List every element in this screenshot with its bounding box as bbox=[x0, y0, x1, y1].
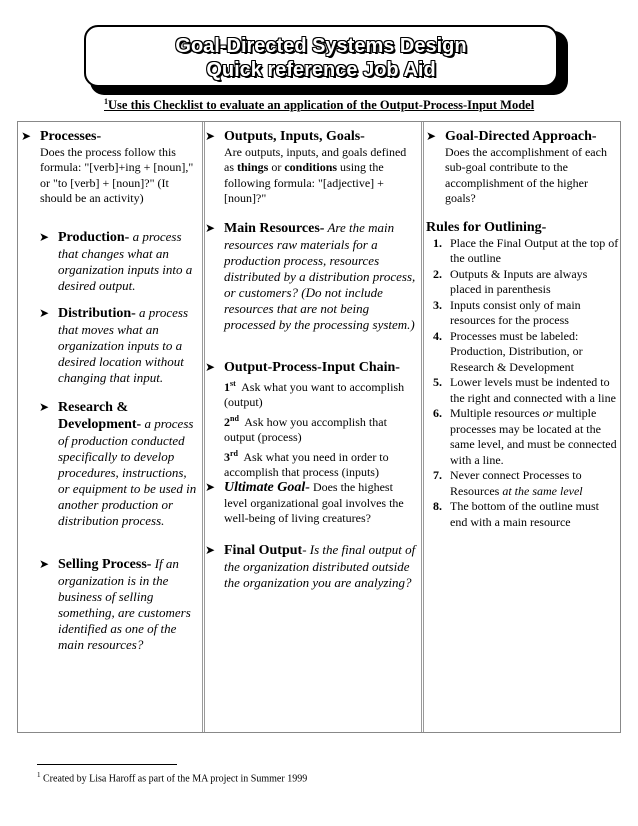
resources-heading: Main Resources- bbox=[224, 221, 325, 236]
approach-heading: Goal-Directed Approach- bbox=[445, 129, 597, 144]
title-line2: Quick reference Job Aid bbox=[206, 59, 436, 81]
outputs-heading: Outputs, Inputs, Goals- bbox=[224, 129, 365, 144]
column-processes bbox=[18, 122, 205, 732]
rules-heading: Rules for Outlining- bbox=[426, 220, 547, 235]
resources-block bbox=[205, 220, 416, 333]
rule-text: Outputs & Inputs are always placed in parenthesis bbox=[450, 266, 588, 296]
production-heading: Production- bbox=[58, 230, 130, 245]
chain-block bbox=[205, 360, 416, 481]
outputs-conditions: conditions bbox=[284, 160, 338, 174]
distribution-block bbox=[39, 305, 198, 386]
distribution-heading: Distribution- bbox=[58, 306, 136, 321]
title-line1: Goal-Directed Systems Design bbox=[175, 35, 467, 57]
ultimate-text: Does the highest level organizational goal involves the well-being of living creatures? bbox=[224, 480, 404, 525]
outputs-things: things bbox=[237, 160, 269, 174]
chain-step-2 bbox=[224, 411, 416, 446]
approach-block bbox=[426, 129, 617, 207]
final-output-block bbox=[205, 542, 416, 591]
distribution-text: a process that moves what an organization inputs to a desired location without changing that input. bbox=[58, 305, 189, 385]
footnote bbox=[37, 771, 307, 784]
final-output-text: - Is the final output of the organization distributed outside the organization you are analyzing? bbox=[224, 542, 416, 590]
ultimate-heading: Ultimate Goal- bbox=[224, 480, 310, 495]
arrow-bullet-icon: ➤ bbox=[205, 221, 216, 235]
outputs-text bbox=[224, 145, 416, 207]
outputs-or: or bbox=[271, 160, 282, 174]
rule-item-6 bbox=[433, 406, 619, 468]
rule-item-3 bbox=[433, 297, 619, 329]
arrow-bullet-icon: ➤ bbox=[205, 360, 216, 374]
chain-step-text: Ask how you accomplish that output (process) bbox=[224, 414, 387, 444]
chain-step-sup: st bbox=[230, 378, 236, 388]
arrow-bullet-icon: ➤ bbox=[205, 480, 216, 494]
arrow-bullet-icon: ➤ bbox=[205, 129, 216, 143]
footnote-text: Created by Lisa Haroff as part of the MA project in Summer 1999 bbox=[43, 773, 308, 785]
selling-text: If an organization is in the business of selling something, are customers identified as one of the main resources? bbox=[58, 556, 191, 652]
production-block bbox=[39, 229, 198, 294]
ultimate-block bbox=[205, 480, 416, 527]
rules-block bbox=[426, 220, 619, 530]
chain-step-3 bbox=[224, 446, 416, 481]
chain-step-sup: nd bbox=[230, 413, 239, 423]
rule-text: Processes must be labeled: Production, Distribution, or Research & Development bbox=[450, 328, 583, 374]
resources-text: Are the main resources raw materials for a production process, resources distributed by a distribution process, or customers? (Do not include resources that are not being processed by the processing system.) bbox=[224, 220, 416, 332]
chain-step-ord: 3 bbox=[224, 449, 230, 464]
processes-block bbox=[21, 129, 198, 207]
rule-number: 5. bbox=[433, 375, 442, 389]
research-text: a process of production conducted specifically to develop procedures, instructions, or equipment to be used in another production or distribution process. bbox=[58, 416, 197, 528]
checklist-table bbox=[17, 121, 621, 733]
subtitle bbox=[104, 97, 534, 113]
rules-list bbox=[426, 236, 619, 531]
rule-item-8 bbox=[433, 499, 619, 530]
chain-step-1 bbox=[224, 376, 416, 411]
chain-step-sup: rd bbox=[230, 448, 238, 458]
rule-item-1 bbox=[433, 235, 619, 267]
rule-text: Place the Final Output at the top of the outline bbox=[450, 235, 619, 265]
outputs-text-a: Are outputs, inputs, and goals defined as bbox=[224, 144, 407, 174]
rule-number: 2. bbox=[433, 266, 442, 281]
arrow-bullet-icon: ➤ bbox=[39, 400, 50, 414]
rule-text: Lower levels must be indented to the right and connected with a line bbox=[450, 375, 616, 405]
rule-item-4 bbox=[433, 328, 619, 376]
rule-number: 4. bbox=[433, 328, 442, 343]
chain-step-ord: 2 bbox=[224, 414, 230, 429]
research-heading: Research & Development- bbox=[58, 400, 142, 432]
footnote-mark: 1 bbox=[37, 771, 41, 779]
rule-number: 6. bbox=[433, 406, 442, 420]
rule-text: Never connect Processes to Resources bbox=[450, 468, 582, 498]
arrow-bullet-icon: ➤ bbox=[39, 306, 50, 320]
chain-step-text: Ask what you need in order to accomplish that process (inputs) bbox=[224, 449, 389, 479]
rule-text: The bottom of the outline must end with a main resource bbox=[450, 499, 599, 529]
rule-text-italic: or bbox=[542, 406, 554, 420]
column-outputs bbox=[204, 122, 424, 732]
title-banner bbox=[84, 25, 558, 87]
rule-text: multiple processes may be located at the same level, and must be connected with a line. bbox=[450, 406, 617, 467]
rule-item-7 bbox=[433, 468, 619, 499]
chain-heading: Output-Process-Input Chain- bbox=[224, 360, 400, 375]
rule-number: 7. bbox=[433, 468, 442, 482]
column-approach bbox=[423, 122, 620, 732]
outputs-block bbox=[205, 129, 416, 207]
outputs-text-b: using the following formula: "[adjective] + [noun]?" bbox=[224, 160, 384, 205]
rule-item-2 bbox=[433, 266, 619, 298]
arrow-bullet-icon: ➤ bbox=[21, 129, 32, 143]
selling-block bbox=[39, 556, 198, 653]
production-text: a process that changes what an organization inputs into a desired output. bbox=[58, 229, 193, 293]
research-block bbox=[39, 399, 198, 529]
rule-item-5 bbox=[433, 375, 619, 406]
subtitle-footnote-mark: 1 bbox=[104, 97, 108, 106]
footnote-divider bbox=[37, 764, 177, 765]
approach-text: Does the accomplishment of each sub-goal contribute to the accomplishment of the higher goals? bbox=[445, 144, 607, 205]
arrow-bullet-icon: ➤ bbox=[426, 129, 437, 143]
rule-number: 8. bbox=[433, 499, 442, 513]
rule-text: Inputs consist only of main resources for the process bbox=[450, 297, 581, 327]
arrow-bullet-icon: ➤ bbox=[39, 557, 50, 571]
selling-heading: Selling Process- bbox=[58, 557, 152, 572]
processes-heading: Processes- bbox=[40, 129, 102, 144]
rule-number: 1. bbox=[433, 235, 442, 250]
arrow-bullet-icon: ➤ bbox=[205, 543, 216, 557]
arrow-bullet-icon: ➤ bbox=[39, 230, 50, 244]
final-output-heading: Final Output bbox=[224, 543, 303, 558]
subtitle-text: Use this Checklist to evaluate an application of the Output-Process-Input Model bbox=[108, 98, 535, 113]
rule-text-italic: at the same level bbox=[502, 483, 583, 498]
rule-text: Multiple resources bbox=[450, 406, 540, 420]
chain-step-text: Ask what you want to accomplish (output) bbox=[224, 379, 405, 409]
processes-text: Does the process follow this formula: "[verb]+ing + [noun]," or "to [verb] + [noun]?" (It should be an activity) bbox=[40, 144, 194, 205]
chain-step-ord: 1 bbox=[224, 379, 230, 394]
rule-number: 3. bbox=[433, 297, 442, 312]
